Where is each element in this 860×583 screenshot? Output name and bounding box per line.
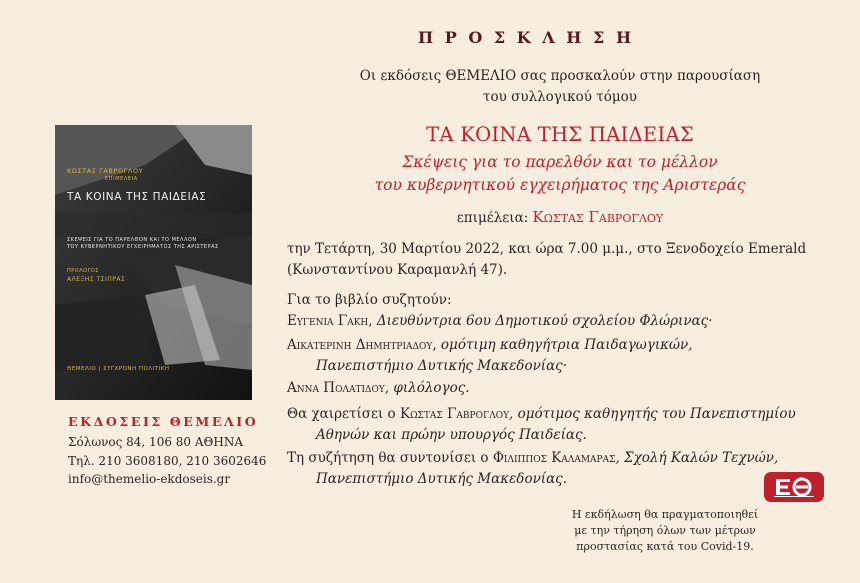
cover-title: ΤΑ ΚΟΙΝΑ ΤΗΣ ΠΑΙΔΕΙΑΣ [67, 191, 207, 203]
moderator-role: , Σχολή Καλών Τεχνών, [615, 450, 779, 466]
book-subtitle-1: Σκέψεις για το παρελθόν και το μέλλον [402, 153, 718, 171]
publisher-address: Σόλωνος 84, 106 80 ΑΘΗΝΑ [68, 435, 243, 449]
event-line-2: (Κωνσταντίνου Καραμανλή 47). [287, 262, 508, 278]
greeting-role-line-2: Αθηνών και πρώην υπουργός Παιδείας. [316, 427, 587, 443]
speaker-role: ομότιμη καθηγήτρια Παιδαγωγικών, [440, 337, 693, 353]
speaker-role: φιλόλογος. [393, 380, 470, 396]
book-editor [275, 208, 845, 226]
speaker-name: Αννα Πολατιδου [287, 380, 385, 396]
invitation-heading: ΠΡΟΣΚΛΗΣΗ [418, 28, 643, 47]
cover-author: ΚΩΣΤΑΣ ΓΑΒΡΟΓΛΟΥ [67, 167, 144, 175]
speaker-2: Αικατερινη Δημητριαδου, ομότιμη καθηγήτρια Παιδαγωγικών, [287, 337, 693, 353]
speaker-2-role-line-2: Πανεπιστήμιο Δυτικής Μακεδονίας· [316, 358, 568, 374]
publisher-email[interactable]: info@themelio-ekdoseis.gr [68, 472, 231, 486]
cover-editing: ΕΠΙΜΕΛΕΙΑ [105, 176, 138, 182]
cover-subtitle-2: ΤΟΥ ΚΥΒΕΡΝΗΤΙΚΟΥ ΕΓΧΕΙΡΗΜΑΤΟΣ ΤΗΣ ΑΡΙΣΤΕΡΑΣ [67, 244, 219, 250]
intro-line-2: του συλλογικού τόμου [483, 89, 637, 105]
cover-prologue-author: ΑΛΕΞΗΣ ΤΣΙΠΡΑΣ [67, 276, 126, 283]
intro-line-1: Οι εκδόσεις ΘΕΜΕΛΙΟ σας προσκαλούν στην παρουσίαση [359, 68, 761, 84]
speaker-role: Διευθύντρια 6ου Δημοτικού σχολείου Φλώρινας· [376, 313, 713, 329]
editor-name: Κωστας Γαβρογλου [532, 208, 664, 226]
greeting-name: Κωστας Γαβρογλου [399, 406, 510, 422]
book-cover [55, 125, 252, 400]
publisher-phone: Τηλ. 210 3608180, 210 3602646 [68, 454, 267, 468]
greeting-role: , ομότιμος καθηγητής του Πανεπιστημίου [509, 406, 796, 422]
speaker-name: Ευγενια Γακη [287, 313, 369, 329]
covid-note-3: προστασίας κατά του Covid-19. [576, 540, 754, 553]
cover-publisher: ΘΕΜΕΛΙΟ | ΣΥΓΧΡΟΝΗ ΠΟΛΙΤΙΚΗ [67, 366, 170, 372]
moderator-name: Φιλιππος Καλαμαρας [492, 450, 616, 466]
cover-prologue-label: ΠΡΟΛΟΓΟΣ [67, 268, 99, 274]
book-title: ΤΑ ΚΟΙΝΑ ΤΗΣ ΠΑΙΔΕΙΑΣ [426, 123, 694, 146]
book-subtitle-2: του κυβερνητικού εγχειρήματος της Αριστεράς [374, 176, 746, 194]
moderator: Τη συζήτηση θα συντονίσει ο Φιλιππος Καλαμαρας, Σχολή Καλών Τεχνών, [287, 450, 779, 466]
speaker-1: Ευγενια Γακη, Διευθύντρια 6ου Δημοτικού σχολείου Φλώρινας· [287, 313, 713, 329]
greeting: Θα χαιρετίσει ο Κωστας Γαβρογλου, ομότιμος καθηγητής του Πανεπιστημίου [287, 406, 796, 422]
event-line-1: την Τετάρτη, 30 Μαρτίου 2022, και ώρα 7.00 μ.μ., στο Ξενοδοχείο Emerald [287, 241, 807, 257]
covid-note-1: Η εκδήλωση θα πραγματοποιηθεί [571, 508, 759, 521]
speaker-name: Αικατερινη Δημητριαδου [287, 337, 433, 353]
themelio-logo-icon [764, 472, 824, 502]
moderator-role-line-2: Πανεπιστήμιο Δυτικής Μακεδονίας. [316, 471, 568, 487]
cover-subtitle-1: ΣΚΕΨΕΙΣ ΓΙΑ ΤΟ ΠΑΡΕΛΘΟΝ ΚΑΙ ΤΟ ΜΕΛΛΟΝ [67, 237, 197, 243]
speaker-3: Αννα Πολατιδου, φιλόλογος. [287, 380, 470, 396]
discuss-label: Για το βιβλίο συζητούν: [287, 292, 452, 308]
editor-label: επιμέλεια: [456, 210, 533, 226]
covid-note-2: με την τήρηση όλων των μέτρων [574, 524, 756, 537]
publisher-name: ΕΚΔΟΣΕΙΣ ΘΕΜΕΛΙΟ [68, 414, 259, 429]
